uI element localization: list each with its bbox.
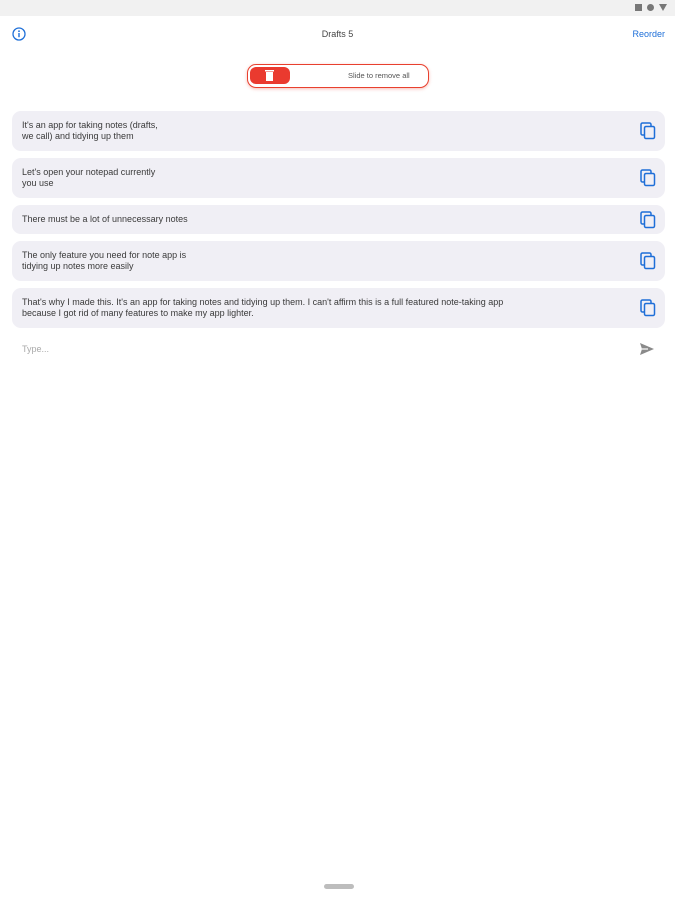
trash-icon: [265, 70, 274, 81]
home-status-icon: [647, 4, 654, 11]
copy-icon[interactable]: [640, 211, 656, 229]
back-status-icon: [659, 4, 667, 11]
copy-icon[interactable]: [640, 299, 656, 317]
slider-handle[interactable]: [250, 67, 290, 84]
note-item[interactable]: [12, 158, 665, 198]
compose-row: [12, 338, 665, 360]
status-icons: [635, 4, 667, 11]
recent-apps-status-icon: [635, 4, 642, 11]
page-title: Drafts 5: [321, 29, 354, 39]
copy-icon[interactable]: [640, 252, 656, 270]
note-item[interactable]: [12, 205, 665, 234]
note-text: Let's open your notepad currently you use: [22, 167, 156, 188]
slide-to-remove-all-slider[interactable]: [247, 64, 429, 88]
header: [0, 16, 675, 54]
status-bar: [0, 0, 675, 16]
slider-label: Slide to remove all: [348, 71, 410, 80]
note-item[interactable]: [12, 241, 665, 281]
note-text: It's an app for taking notes (drafts, we call) and tidying up them: [22, 120, 158, 141]
copy-icon[interactable]: [640, 122, 656, 140]
reorder-button[interactable]: Reorder: [632, 29, 665, 39]
note-item[interactable]: [12, 288, 665, 328]
note-text: The only feature you need for note app is tidying up notes more easily: [22, 250, 187, 271]
type-input[interactable]: [12, 338, 612, 360]
note-item[interactable]: [12, 111, 665, 151]
note-text: There must be a lot of unnecessary notes: [22, 214, 188, 224]
send-icon[interactable]: [639, 341, 655, 357]
note-text: That's why I made this. It's an app for taking notes and tidying up them. I can't affirm this is a full featured note-taking app because I got rid of many features to make my app lighter.: [22, 297, 504, 318]
copy-icon[interactable]: [640, 169, 656, 187]
notes-list: [12, 111, 665, 335]
home-indicator[interactable]: [324, 884, 354, 889]
